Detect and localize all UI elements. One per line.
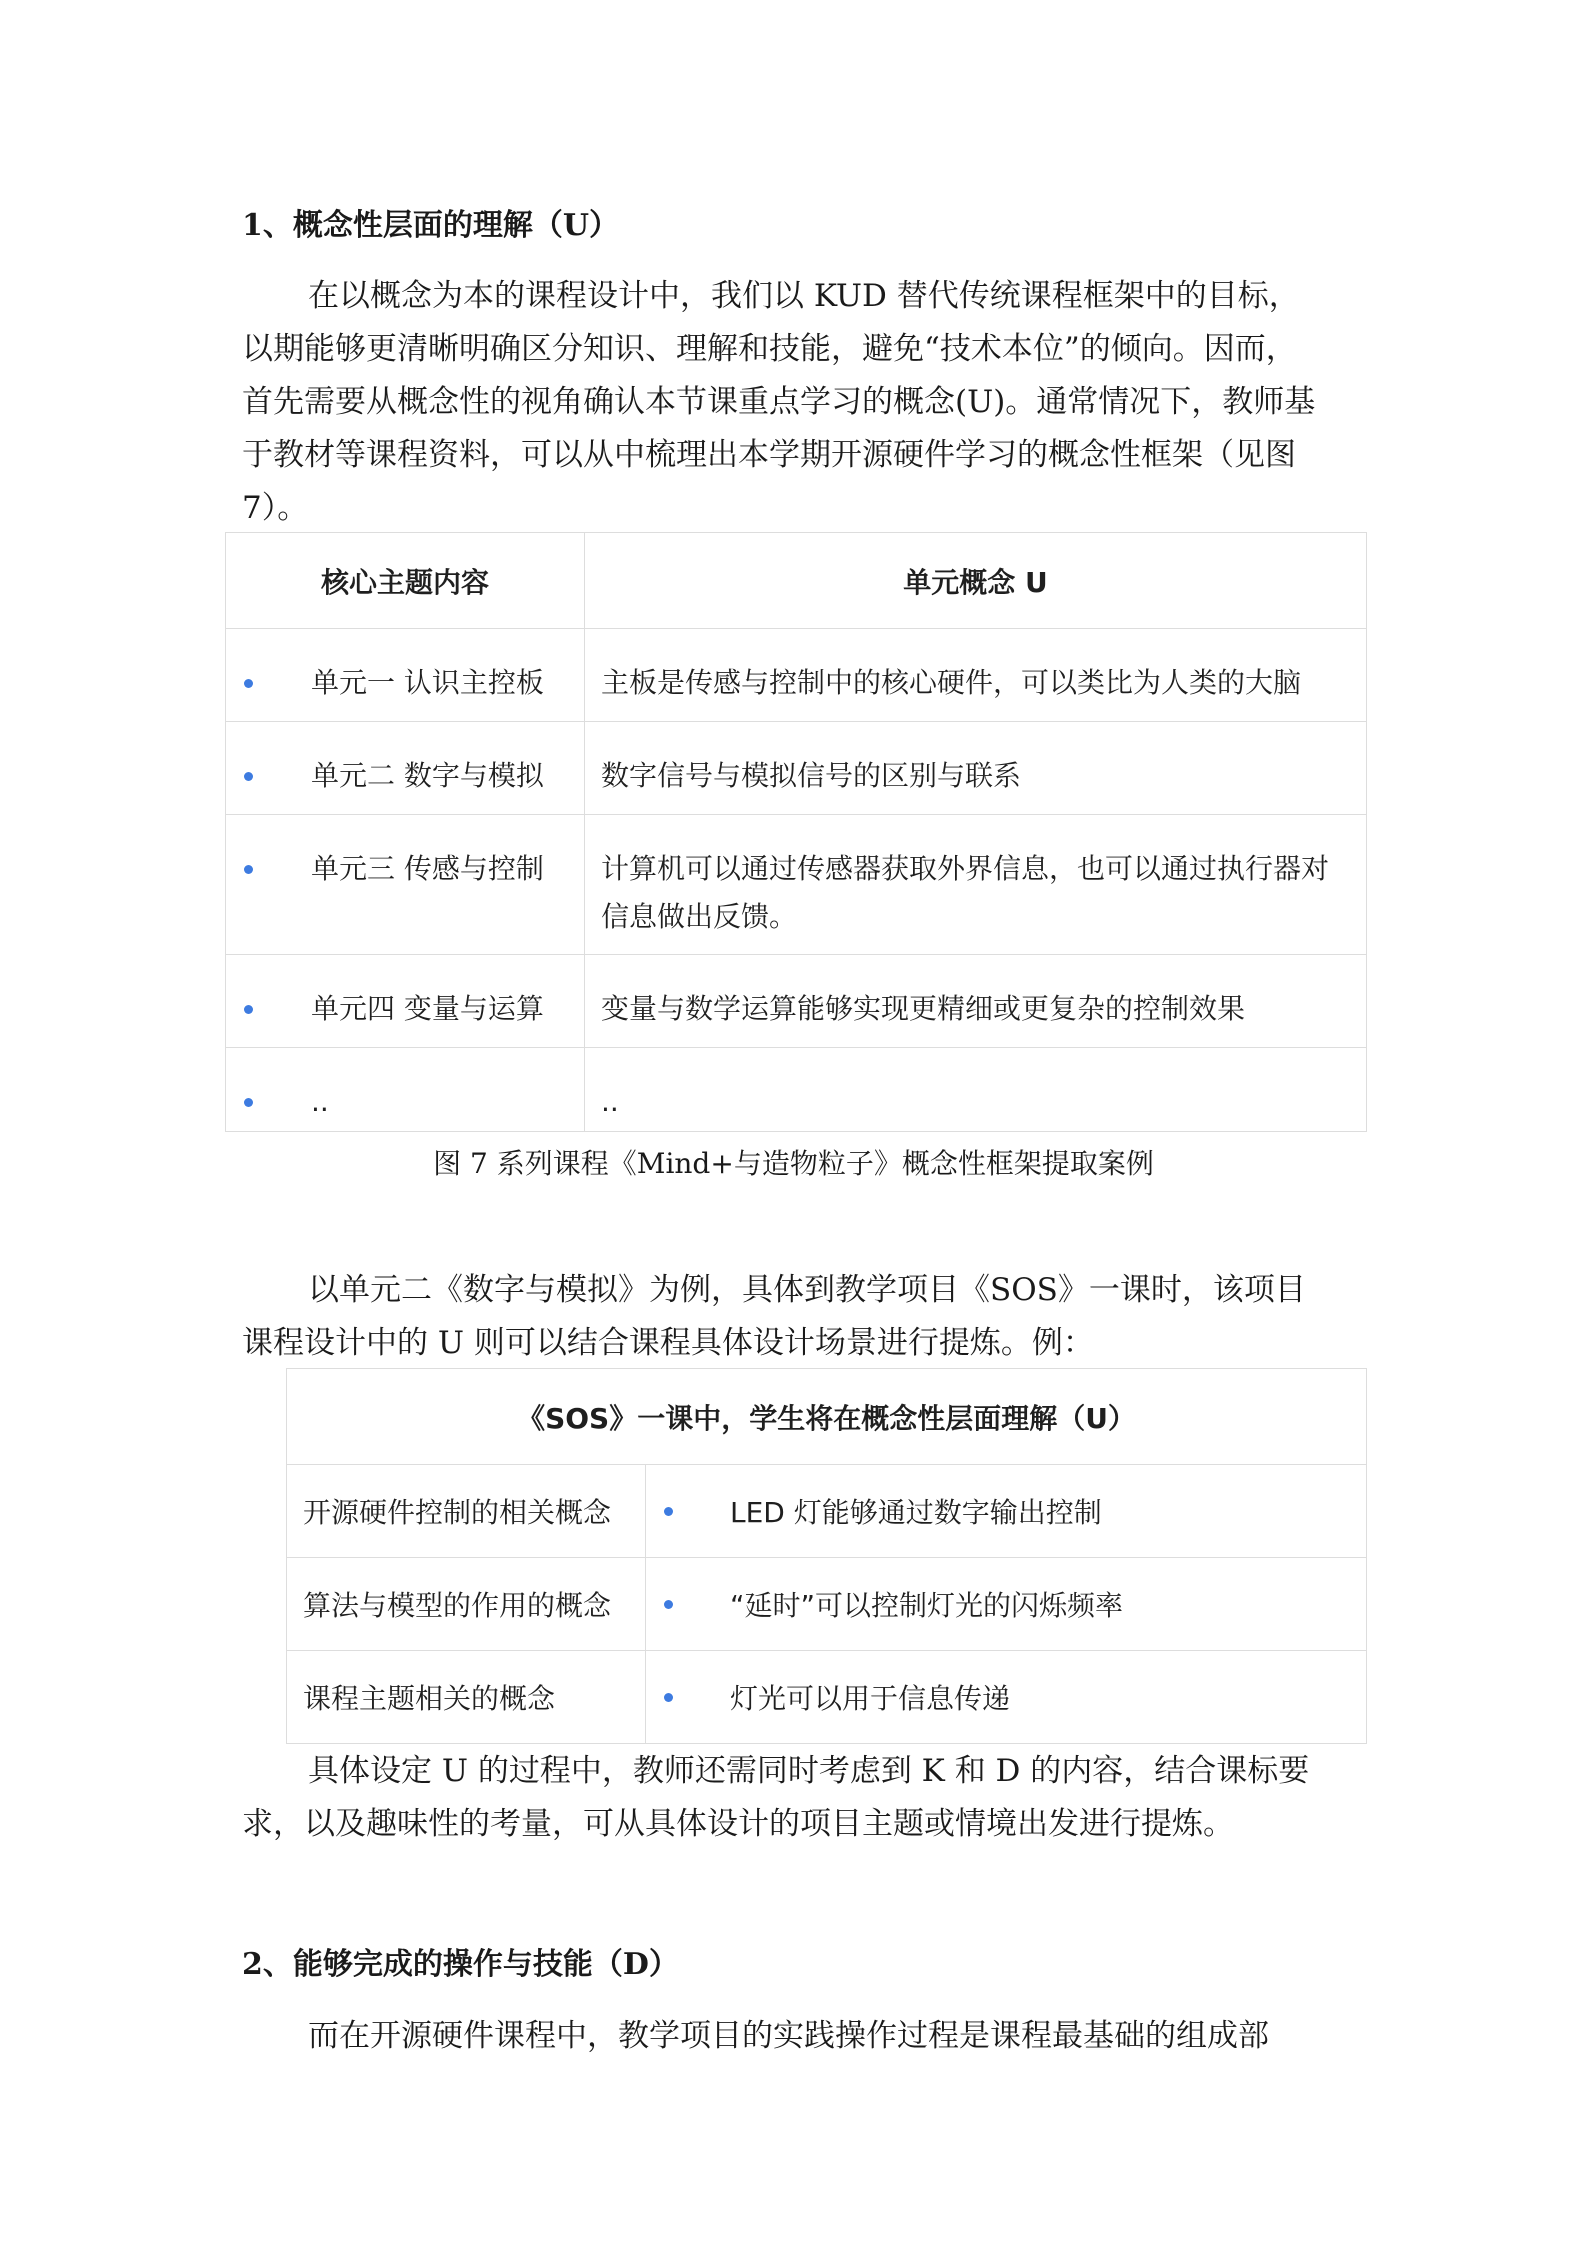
table-row	[287, 1558, 1367, 1651]
table-header-cell: 单元概念 U	[585, 533, 1367, 629]
table-header-row	[226, 533, 1367, 629]
text-line: 而在开源硬件课程中，教学项目的实践操作过程是课程最基础的组成部	[308, 2018, 1269, 2054]
concept-text: 计算机可以通过传感器获取外界信息，也可以通过执行器对信息做出反馈。	[601, 852, 1330, 933]
bullet-icon	[244, 865, 253, 874]
section-heading-skills: 2、能够完成的操作与技能（D）	[242, 1947, 679, 1982]
concept-text: 变量与数学运算能够实现更精细或更复杂的控制效果	[601, 992, 1246, 1025]
topic-text: 单元一 认识主控板	[311, 666, 544, 699]
table-row	[287, 1465, 1367, 1558]
paragraph-specify-u	[242, 1745, 1352, 1851]
table-row	[287, 1651, 1367, 1744]
sos-understanding-table	[286, 1368, 1367, 1744]
category-cell: 算法与模型的作用的概念	[287, 1558, 646, 1651]
topic-cell	[226, 815, 585, 955]
bullet-icon	[664, 1693, 673, 1702]
topic-cell	[226, 1048, 585, 1132]
bullet-icon	[244, 679, 253, 688]
topic-text: ..	[311, 1085, 329, 1118]
concept-cell	[585, 629, 1367, 722]
table-row	[226, 955, 1367, 1048]
item-text: “延时”可以控制灯光的闪烁频率	[730, 1589, 1124, 1622]
text-line: 以单元二《数字与模拟》为例，具体到教学项目《SOS》一课时，该项目	[308, 1272, 1306, 1308]
topic-text: 单元四 变量与运算	[311, 992, 544, 1025]
table-header-cell: 《SOS》一课中，学生将在概念性层面理解（U）	[287, 1369, 1367, 1465]
text-line: 于教材等课程资料，可以从中梳理出本学期开源硬件学习的概念性框架（见图	[242, 437, 1296, 473]
table-header-cell: 核心主题内容	[226, 533, 585, 629]
concept-text: 数字信号与模拟信号的区别与联系	[601, 759, 1022, 792]
paragraph-example	[242, 1264, 1352, 1370]
bullet-icon	[664, 1600, 673, 1609]
concept-framework-table	[225, 532, 1367, 1132]
category-cell: 开源硬件控制的相关概念	[287, 1465, 646, 1558]
table-row	[226, 629, 1367, 722]
topic-text: 单元二 数字与模拟	[311, 759, 544, 792]
topic-text: 单元三 传感与控制	[311, 852, 544, 885]
item-cell	[646, 1651, 1367, 1744]
item-cell	[646, 1465, 1367, 1558]
bullet-icon	[244, 1098, 253, 1107]
item-cell	[646, 1558, 1367, 1651]
bullet-icon	[244, 772, 253, 781]
topic-cell	[226, 629, 585, 722]
category-cell: 课程主题相关的概念	[287, 1651, 646, 1744]
item-text: 灯光可以用于信息传递	[730, 1682, 1011, 1715]
table-row	[226, 722, 1367, 815]
section-heading-understanding: 1、概念性层面的理解（U）	[242, 208, 620, 243]
text-line: 课程设计中的 U 则可以结合课程具体设计场景进行提炼。例：	[242, 1325, 1094, 1361]
figure-caption: 图 7 系列课程《Mind+与造物粒子》概念性框架提取案例	[433, 1147, 1154, 1180]
text-line: 求，以及趣味性的考量，可从具体设计的项目主题或情境出发进行提炼。	[242, 1806, 1234, 1842]
text-line: 以期能够更清晰明确区分知识、理解和技能，避免“技术本位”的倾向。因而，	[242, 331, 1297, 367]
concept-cell	[585, 955, 1367, 1048]
concept-cell	[585, 1048, 1367, 1132]
text-line: 在以概念为本的课程设计中，我们以 KUD 替代传统课程框架中的目标，	[308, 278, 1300, 314]
table-row	[226, 815, 1367, 955]
text-line: 7）。	[242, 490, 309, 526]
bullet-icon	[244, 1005, 253, 1014]
text-line: 具体设定 U 的过程中，教师还需同时考虑到 K 和 D 的内容，结合课标要	[308, 1753, 1310, 1789]
paragraph-intro	[242, 270, 1352, 535]
topic-cell	[226, 955, 585, 1048]
bullet-icon	[664, 1507, 673, 1516]
item-text: LED 灯能够通过数字输出控制	[730, 1496, 1102, 1529]
table-row	[226, 1048, 1367, 1132]
table-header-row	[287, 1369, 1367, 1465]
concept-text: 主板是传感与控制中的核心硬件，可以类比为人类的大脑	[601, 666, 1302, 699]
paragraph-skills	[242, 2010, 1352, 2063]
concept-cell	[585, 722, 1367, 815]
text-line: 首先需要从概念性的视角确认本节课重点学习的概念(U)。通常情况下，教师基	[242, 384, 1316, 420]
topic-cell	[226, 722, 585, 815]
concept-text: ..	[601, 1085, 619, 1118]
concept-cell	[585, 815, 1367, 955]
